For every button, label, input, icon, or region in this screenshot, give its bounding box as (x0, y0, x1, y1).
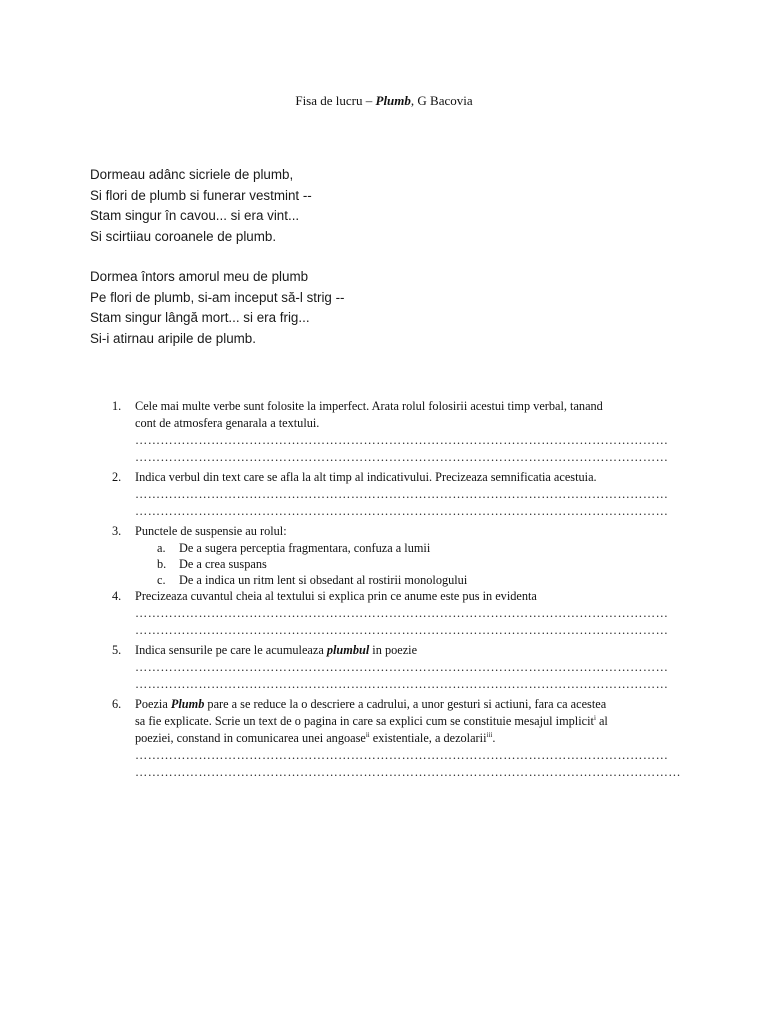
option-c[interactable] (157, 572, 677, 588)
option-a[interactable] (157, 540, 677, 556)
answer-dotted-line[interactable]: ……………………………………………………………………………………………………………… (135, 623, 669, 637)
options-list (135, 540, 677, 588)
question-text: . (492, 731, 496, 745)
option-letter: b. (157, 557, 167, 571)
answer-dotted-line[interactable]: ……………………………………………………………………………………………………………… (135, 748, 669, 762)
poem-line: Si flori de plumb si funerar vestmint -- (90, 187, 312, 203)
option-b[interactable] (157, 556, 677, 572)
answer-dotted-line[interactable]: ……………………………………………………………………………………………………………… (135, 450, 669, 464)
poem-line: Stam singur lângă mort... si era frig... (90, 310, 310, 325)
question-text: Indica sensurile pe care le acumuleaza (135, 643, 327, 657)
question-number: 3. (112, 524, 122, 538)
poem (90, 165, 345, 369)
question-text-line: cont de atmosfera genarala a textului. (135, 416, 320, 430)
answer-dotted-line[interactable]: ……………………………………………………………………………………………………………… (135, 487, 669, 501)
title-prefix: Fisa de lucru – (295, 93, 376, 108)
question-number: 6. (112, 697, 122, 711)
questions-list (112, 398, 681, 784)
poem-stanza-2 (90, 267, 345, 349)
option-letter: a. (157, 541, 166, 555)
option-text: De a indica un ritm lent si obsedant al rostirii monologului (179, 573, 468, 587)
answer-dotted-line[interactable]: ………………………………………………………………………………………………………………… (135, 765, 681, 779)
footnote-ref[interactable]: i (593, 713, 596, 722)
question-emphasis: plumbul (326, 643, 370, 657)
poem-stanza-1 (90, 165, 345, 247)
option-text: De a sugera perceptia fragmentara, confuza a lumii (179, 541, 431, 555)
poem-line: Si-i atirnau aripile de plumb. (90, 330, 256, 346)
question-1 (112, 398, 677, 466)
poem-line: Dormeau adânc sicriele de plumb, (90, 167, 294, 182)
question-number: 4. (112, 589, 122, 603)
question-6 (112, 696, 681, 781)
page-title (0, 93, 768, 109)
question-number: 2. (112, 470, 122, 484)
answer-dotted-line[interactable]: ……………………………………………………………………………………………………………… (135, 606, 669, 620)
title-emphasis: Plumb (375, 93, 411, 108)
question-number: 1. (112, 399, 122, 413)
answer-dotted-line[interactable]: ……………………………………………………………………………………………………………… (135, 660, 669, 674)
question-text: Poezia (135, 697, 171, 711)
question-number: 5. (112, 643, 122, 657)
question-3 (112, 523, 677, 588)
question-2 (112, 469, 677, 520)
question-text-line: Indica verbul din text care se afla la alt timp al indicativului. Precizeaza semnificatia acestuia. (135, 470, 597, 484)
poem-line: Stam singur în cavou... si era vint... (90, 208, 300, 223)
question-text-line (135, 713, 677, 730)
question-text-line (135, 642, 677, 659)
question-text: sa fie explicate. Scrie un text de o pagina in care sa explici cum se constituie mesajul implicit (135, 714, 594, 728)
answer-dotted-line[interactable]: ……………………………………………………………………………………………………………… (135, 677, 669, 691)
footnote-ref[interactable]: ii (365, 730, 370, 739)
question-text-line: Punctele de suspensie au rolul: (135, 524, 287, 538)
option-text: De a crea suspans (179, 557, 267, 571)
title-suffix: , G Bacovia (410, 93, 473, 108)
footnote-ref[interactable]: iii (486, 730, 493, 739)
poem-line: Si scirtiiau coroanele de plumb. (90, 228, 277, 244)
question-emphasis: Plumb (170, 697, 205, 711)
question-text-line: Precizeaza cuvantul cheia al textului si explica prin ce anume este pus in evidenta (135, 589, 537, 603)
answer-dotted-line[interactable]: ……………………………………………………………………………………………………………… (135, 433, 669, 447)
question-text: existentiale, a dezolarii (369, 731, 487, 745)
question-text: in poezie (369, 643, 418, 657)
poem-line: Pe flori de plumb, si-am inceput să-l strig -- (90, 289, 345, 305)
question-text: pare a se reduce la o descriere a cadrului, a unor gesturi si actiuni, fara ca acestea (204, 697, 607, 711)
question-text-line (135, 696, 677, 713)
option-letter: c. (157, 573, 166, 587)
poem-line: Dormea întors amorul meu de plumb (90, 269, 309, 284)
question-text: al (595, 714, 608, 728)
question-5 (112, 642, 677, 693)
question-text-line: Cele mai multe verbe sunt folosite la imperfect. Arata rolul folosirii acestui timp verbal, tanand (135, 399, 603, 413)
answer-dotted-line[interactable]: ……………………………………………………………………………………………………………… (135, 504, 669, 518)
question-text: poeziei, constand in comunicarea unei angoase (135, 731, 366, 745)
question-text-line (135, 730, 677, 747)
question-4 (112, 588, 677, 639)
